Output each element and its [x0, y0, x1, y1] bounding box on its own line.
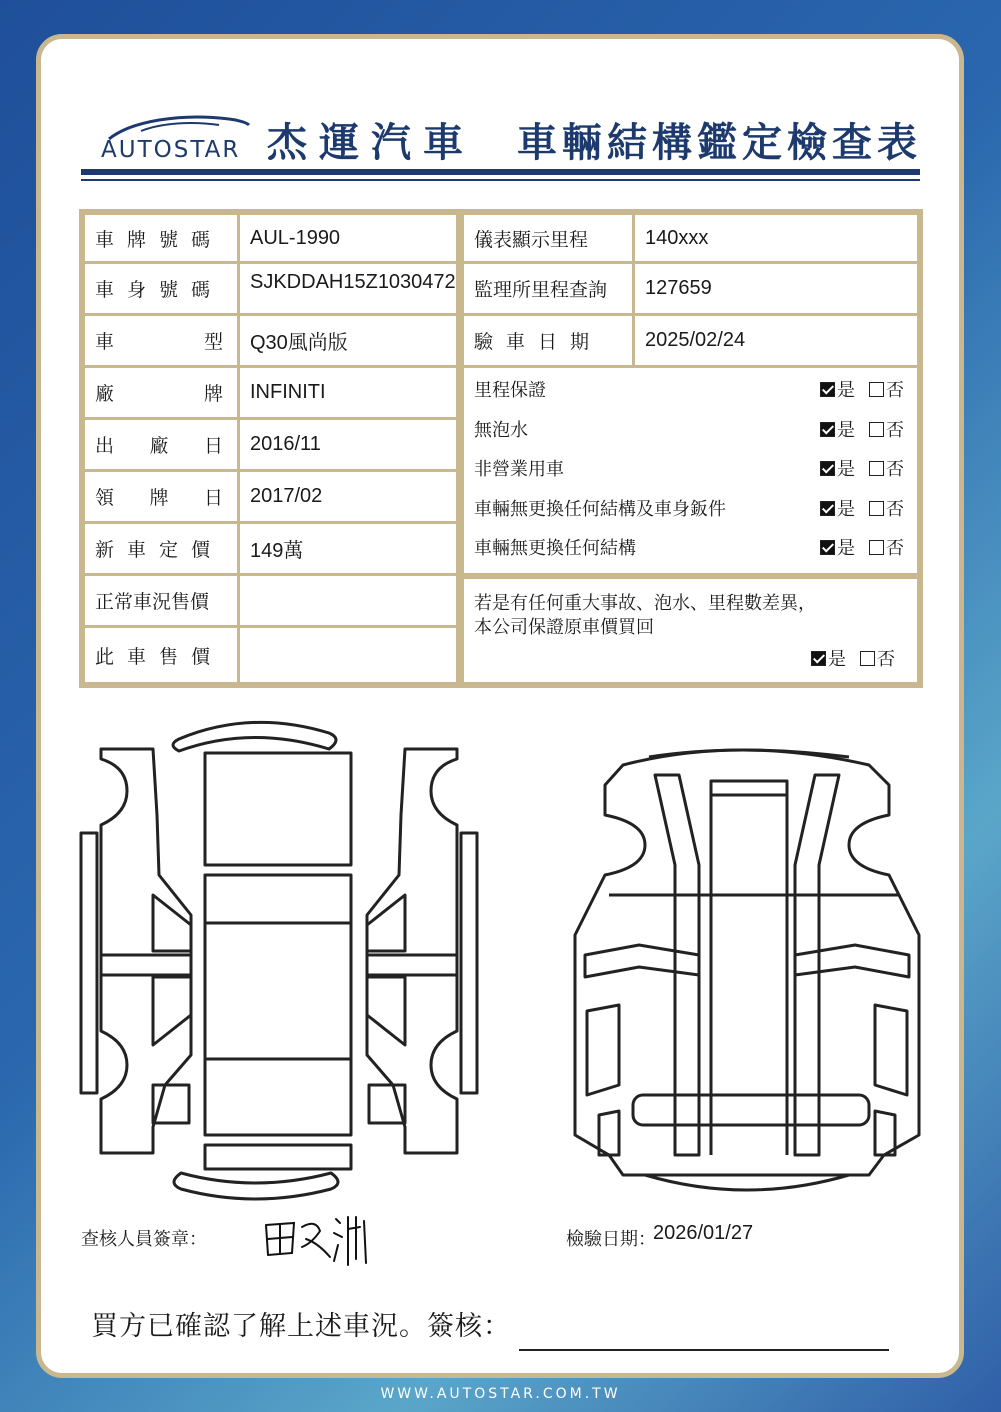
no-checkbox[interactable]: [869, 501, 884, 516]
no-checkbox[interactable]: [869, 422, 884, 437]
label-vin: 車身號碼: [85, 264, 237, 313]
right-rocker-panel: [461, 833, 477, 1093]
label-plate: 車牌號碼: [85, 215, 237, 261]
label-normal-price: 正常車況售價: [85, 576, 237, 625]
value-plate: AUL-1990: [240, 215, 456, 261]
left-rocker-panel: [81, 833, 97, 1093]
check-question: 無泡水: [474, 420, 528, 441]
check-question: 非營業用車: [474, 459, 564, 480]
buyer-confirmation: 買方已確認了解上述車況。簽核：: [91, 1311, 511, 1342]
right-frame-rail: [795, 775, 839, 1155]
value-registry-mileage: 127659: [635, 264, 917, 313]
value-model: Q30風尚版: [240, 316, 456, 365]
label-manufacture-date: 出 廠 日: [85, 420, 237, 469]
rear-panel: [645, 1175, 849, 1190]
rear-crossmember: [633, 1095, 869, 1125]
inspection-date-value: 2026/01/27: [653, 1222, 754, 1244]
radiator-support: [711, 781, 787, 795]
website-url[interactable]: WWW.AUTOSTAR.COM.TW: [380, 1386, 621, 1402]
no-label: 否: [886, 380, 904, 401]
label-sale-price: 此車售價: [85, 628, 237, 682]
document-title: 車輛結構鑑定檢查表: [517, 120, 922, 166]
guarantee-answer: [811, 645, 895, 671]
left-rear-window: [153, 977, 191, 1045]
value-vin: SJKDDAH15Z1030472: [240, 264, 456, 313]
left-rear-wheelhouse: [599, 1111, 619, 1155]
brand-name: 杰運汽車: [267, 120, 475, 166]
yes-checkbox[interactable]: [811, 651, 826, 666]
yes-checkbox[interactable]: [820, 501, 835, 516]
yes-checkbox[interactable]: [820, 540, 835, 555]
check-question: 里程保證: [474, 380, 546, 401]
left-front-window: [153, 895, 191, 951]
buyer-signature-line[interactable]: [519, 1349, 889, 1351]
value-inspection-date: 2025/02/24: [635, 316, 917, 365]
left-frame-rail: [655, 775, 699, 1155]
no-label: 否: [877, 649, 895, 670]
check-row: [474, 532, 904, 562]
info-table: [79, 209, 923, 688]
front-bumper-panel: [173, 722, 336, 751]
check-row: [474, 453, 904, 483]
yes-label: 是: [837, 538, 855, 559]
rear-window-panel: [205, 1059, 351, 1135]
rear-bumper-panel: [174, 1173, 338, 1199]
right-rear-wheelhouse: [875, 1111, 895, 1155]
yes-label: 是: [837, 420, 855, 441]
value-registration-date: 2017/02: [240, 472, 456, 521]
inspection-date-label: 檢驗日期：: [566, 1229, 656, 1250]
value-odometer: 140xxx: [635, 215, 917, 261]
label-registry-mileage: 監理所里程查詢: [464, 264, 632, 313]
right-rear-window: [367, 977, 405, 1045]
check-row: [474, 414, 904, 444]
no-label: 否: [886, 499, 904, 520]
right-floor-panel: [875, 1005, 907, 1095]
left-sill-crossmember: [585, 945, 699, 977]
checks-block: [464, 368, 917, 573]
value-new-price: 149萬: [240, 524, 456, 573]
trunk-panel: [205, 1145, 351, 1169]
header-rule: [81, 169, 920, 175]
yes-checkbox[interactable]: [820, 461, 835, 476]
label-new-price: 新車定價: [85, 524, 237, 573]
no-label: 否: [886, 420, 904, 441]
yes-label: 是: [837, 459, 855, 480]
value-normal-price: [240, 576, 456, 625]
windshield-panel: [205, 875, 351, 923]
no-label: 否: [886, 538, 904, 559]
vehicle-diagram: [79, 715, 924, 1205]
roof-panel: [205, 923, 351, 1059]
label-make: 廠 牌: [85, 368, 237, 417]
no-label: 否: [886, 459, 904, 480]
label-odometer: 儀表顯示里程: [464, 215, 632, 261]
right-sill-crossmember: [795, 945, 909, 977]
no-checkbox[interactable]: [860, 651, 875, 666]
label-model: 車 型: [85, 316, 237, 365]
yes-label: 是: [828, 649, 846, 670]
guarantee-line-2: 本公司保證原車價買回: [474, 617, 654, 638]
value-make: INFINITI: [240, 368, 456, 417]
guarantee-block: [464, 579, 917, 682]
inspector-signature: [256, 1209, 376, 1269]
autostar-logo: [101, 109, 246, 169]
right-front-window: [367, 895, 405, 951]
no-checkbox[interactable]: [869, 382, 884, 397]
check-question: 車輛無更換任何結構及車身鈑件: [474, 499, 726, 520]
logo-text: AUTOSTAR: [101, 137, 241, 163]
value-sale-price: [240, 628, 456, 682]
yes-checkbox[interactable]: [820, 422, 835, 437]
label-registration-date: 領 牌 日: [85, 472, 237, 521]
left-floor-panel: [587, 1005, 619, 1095]
yes-checkbox[interactable]: [820, 382, 835, 397]
hood-panel: [205, 753, 351, 865]
header-rule-thin: [81, 179, 920, 181]
no-checkbox[interactable]: [869, 540, 884, 555]
no-checkbox[interactable]: [869, 461, 884, 476]
inspector-signature-label: 查核人員簽章：: [81, 1229, 207, 1250]
yes-label: 是: [837, 380, 855, 401]
guarantee-line-1: 若是有任何重大事故、泡水、里程數差異，: [474, 593, 816, 614]
value-manufacture-date: 2016/11: [240, 420, 456, 469]
check-row: [474, 374, 904, 404]
check-row: [474, 493, 904, 523]
inspection-sheet: [36, 34, 964, 1378]
yes-label: 是: [837, 499, 855, 520]
underbody-outline: [575, 750, 919, 1175]
check-question: 車輛無更換任何結構: [474, 538, 636, 559]
label-inspection-date: 驗車日期: [464, 316, 632, 365]
